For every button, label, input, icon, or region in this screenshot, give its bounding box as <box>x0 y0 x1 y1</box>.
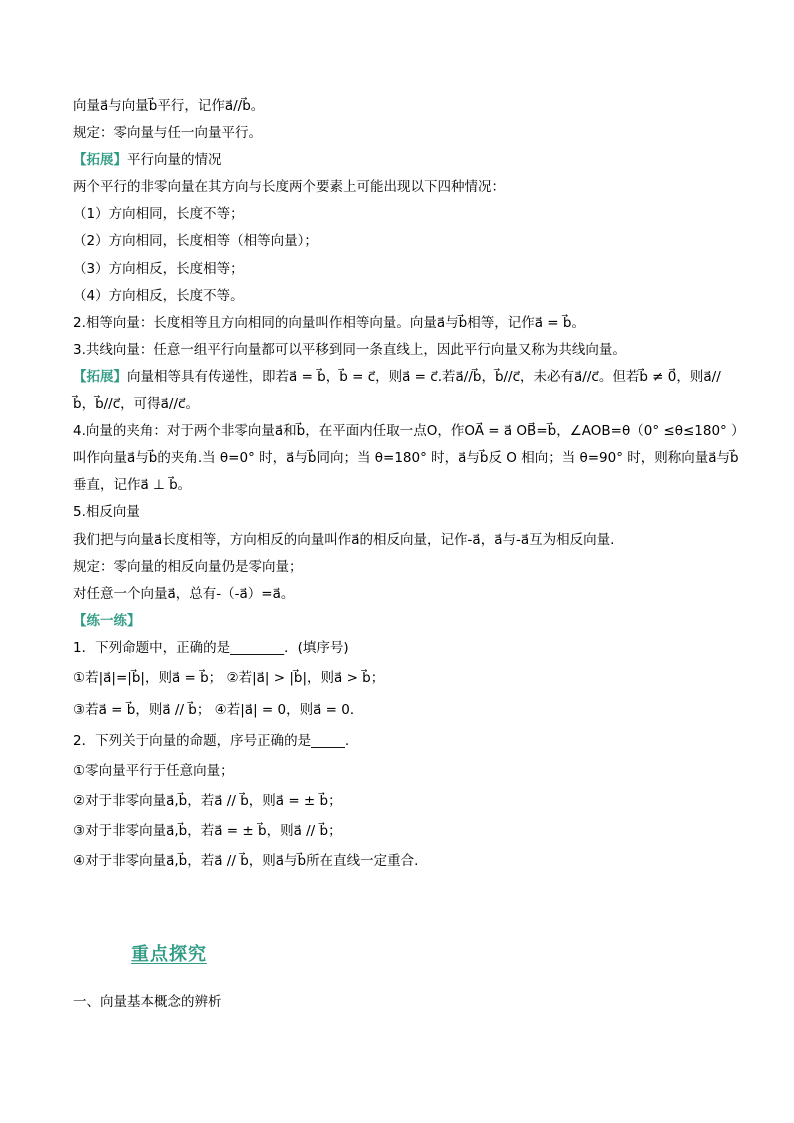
definition-equal-vectors: 2.相等向量：长度相等且方向相同的向量叫作相等向量。向量a⃗与b⃗相等，记作a⃗ = b⃗。 <box>73 314 585 331</box>
text-line: 我们把与向量a⃗长度相等，方向相反的向量叫作a⃗的相反向量，记作-a⃗，a⃗与-a⃗互为相反向量. <box>73 531 615 548</box>
text-line: 垂直，记作a⃗ ⊥ b⃗。 <box>73 477 192 494</box>
text-line: 两个平行的非零向量在其方向与长度两个要素上可能出现以下四种情况： <box>73 179 505 196</box>
practice-tag: 【练一练】 <box>73 612 141 629</box>
document-body <box>73 93 745 876</box>
text-line: 对任意一个向量a⃗，总有-（-a⃗）=a⃗。 <box>73 585 295 602</box>
question-2-option: ④对于非零向量a⃗,b⃗，若a⃗ // b⃗，则a⃗与b⃗所在直线一定重合. <box>73 852 419 869</box>
list-item: （2）方向相同，长度相等（相等向量）； <box>73 233 318 250</box>
list-item: （1）方向相同，长度不等； <box>73 206 244 223</box>
list-item: （4）方向相反，长度不等。 <box>73 287 244 304</box>
definition-opposite-vectors-title: 5.相反向量 <box>73 504 140 521</box>
text-line: 规定：零向量的相反向量仍是零向量； <box>73 558 303 575</box>
text-line: b⃗，b⃗//c⃗，可得a⃗//c⃗。 <box>73 396 199 413</box>
question-1-options: ①若|a⃗|=|b⃗|，则a⃗ = b⃗； ②若|a⃗| > |b⃗|，则a⃗ > b⃗； <box>73 669 385 686</box>
text-line: 向量a⃗与向量b⃗平行，记作a⃗//b⃗。 <box>73 98 265 114</box>
text-line: 规定：零向量与任一向量平行。 <box>73 125 262 142</box>
expansion-tag: 【拓展】 <box>73 152 127 169</box>
question-2: 2．下列关于向量的命题，序号正确的是_____. <box>73 732 350 749</box>
question-2-option: ③对于非零向量a⃗,b⃗，若a⃗ = ± b⃗，则a⃗ // b⃗； <box>73 822 342 839</box>
list-item: （3）方向相反，长度相等； <box>73 260 244 277</box>
section-subtitle: 一、向量基本概念的辨析 <box>73 994 222 1010</box>
definition-angle: 4.向量的夹角：对于两个非零向量a⃗和b⃗，在平面内任取一点O，作OA⃗ = a⃗ OB⃗=b⃗，∠AOB=θ（0° ≤θ≤180° ） <box>73 423 745 440</box>
expansion-heading: 【拓展】向量相等具有传递性，即若a⃗ = b⃗，b⃗ = c⃗，则a⃗ = c⃗.若a⃗//b⃗，b⃗//c⃗，未必有a⃗//c⃗。但若b⃗ ≠ 0⃗，则a⃗// <box>73 368 721 385</box>
section-title: 重点探究 <box>131 944 207 965</box>
practice-heading <box>73 608 733 635</box>
question-2-option: ②对于非零向量a⃗,b⃗，若a⃗ // b⃗，则a⃗ = ± b⃗； <box>73 792 342 809</box>
expansion-tag: 【拓展】 <box>73 368 127 385</box>
text-line: 叫作向量a⃗与b⃗的夹角.当 θ=0° 时，a⃗与b⃗同向；当 θ=180° 时，a⃗与b⃗反 O 相向；当 θ=90° 时，则称向量a⃗与b⃗ <box>73 450 739 467</box>
question-2-option: ①零向量平行于任意向量； <box>73 762 234 779</box>
definition-collinear-vectors: 3.共线向量：任意一组平行向量都可以平移到同一条直线上，因此平行向量又称为共线向量。 <box>73 341 626 358</box>
expansion-heading: 【拓展】平行向量的情况 <box>73 152 222 169</box>
question-1: 1．下列命题中，正确的是________．(填序号) <box>73 639 349 656</box>
question-1-options: ③若a⃗ = b⃗，则a⃗ // b⃗； ④若|a⃗| = 0，则a⃗ = 0． <box>73 701 364 718</box>
